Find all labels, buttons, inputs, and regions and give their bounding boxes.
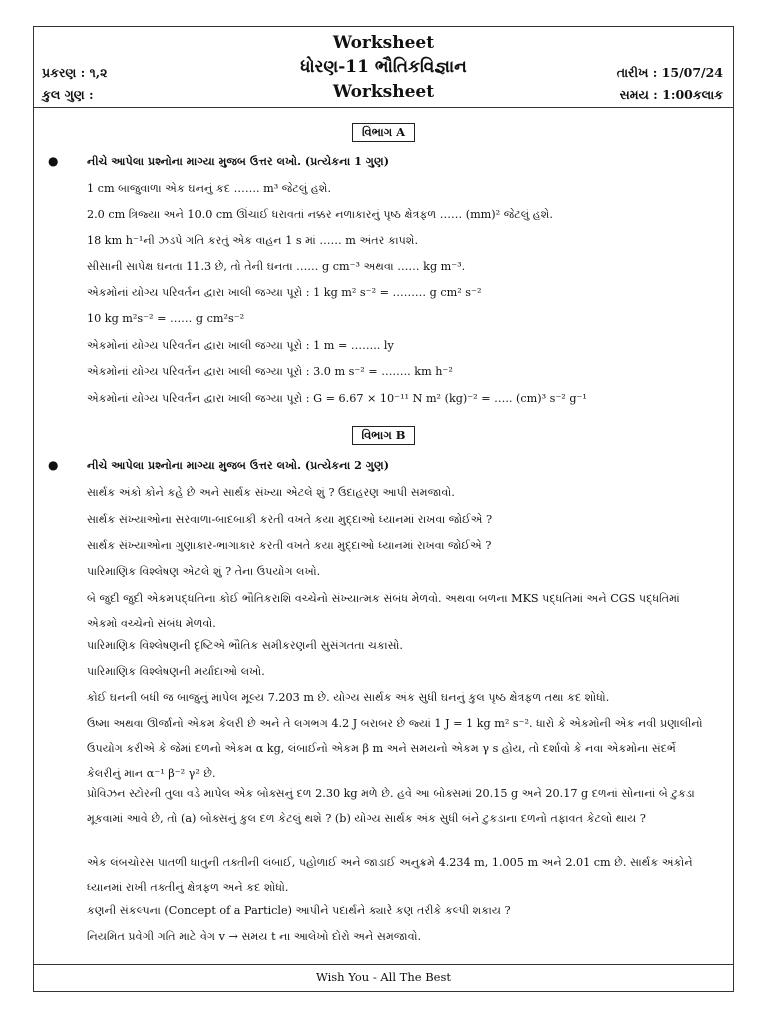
question-b7: પારિમાણિક વિશ્લેષણની મર્યાદાઓ લખો. bbox=[87, 665, 265, 678]
section-a-instruction: નીચે આપેલા પ્રશ્નોના માગ્યા મુજબ ઉત્તર લખો. (પ્રત્યેકના 1 ગુણ) bbox=[87, 154, 390, 168]
section-b-instruction: નીચે આપેલા પ્રશ્નોના માગ્યા મુજબ ઉત્તર લખો. (પ્રત્યેકના 2 ગુણ) bbox=[87, 458, 390, 472]
question-a1: 1 cm બાજુવાળા એક ઘનનું કદ ……. m³ જેટલું હશે. bbox=[87, 182, 332, 195]
section-a-label: વિભાગ A bbox=[352, 123, 415, 142]
chapter-label: પ્રકરણ : ૧,૨ bbox=[42, 65, 108, 80]
question-b10: પ્રોવિઝન સ્ટોરની તુલા વડે માપેલ એક બોક્સનું દળ 2.30 kg મળે છે. હવે આ બોક્સમાં 20.15 g અને 20.17 g દળનાં સોનાનાં બે ટુકડા મૂકવામાં આવે છે, તો (a) બોક્સનું કુલ દળ કેટલું થશે ? (b) યોગ્ય સાર્થક અંક સુધી બંને ટુકડાના દળનો તફાવત કેટલો થાય ? bbox=[87, 787, 695, 825]
question-a2: 2.0 cm ત્રિજ્યા અને 10.0 cm ઊંચાઈ ધરાવતાં નક્કર નળાકારનું પૃષ્ઠ ક્ષેત્રફળ …… (mm)² જેટલું હશે. bbox=[87, 208, 553, 221]
question-b8: કોઈ ઘનની બધી જ બાજુનું માપેલ મૂલ્ય 7.203 m છે. યોગ્ય સાર્થક અંક સુધી ઘનનું કુલ પૃષ્ઠ ક્ષેત્રફળ તથા કદ શોધો. bbox=[87, 691, 610, 704]
worksheet-header bbox=[34, 27, 733, 108]
worksheet-subtitle: Worksheet bbox=[332, 82, 435, 102]
worksheet-frame bbox=[33, 26, 734, 992]
date-label: તારીખ : 15/07/24 bbox=[616, 65, 723, 80]
question-b11: એક લંબચોરસ પાતળી ધાતુની તક્તીની લંબાઈ, પહોળાઈ અને જાડાઈ અનુક્રમે 4.234 m, 1.005 m અને 2.01 cm છે. સાર્થક અંકોને ધ્યાનમાં રાખી તક્તીનું ક્ષેત્રફળ અને કદ શોધો. bbox=[87, 856, 693, 894]
question-b3: સાર્થક સંખ્યાઓના ગુણાકાર-ભાગાકાર કરતી વખતે કયા મુદ્દાઓ ધ્યાનમાં રાખવા જોઈએ ? bbox=[87, 539, 492, 552]
class-subject-title: ધોરણ-11 ભૌતિકવિજ્ઞાન bbox=[300, 57, 467, 77]
question-a8: એકમોનાં યોગ્ય પરિવર્તન દ્વારા ખાલી જગ્યા પૂરો : 3.0 m s⁻² = …….. km h⁻² bbox=[87, 365, 453, 378]
section-b-label: વિભાગ B bbox=[352, 426, 416, 445]
total-marks-label: કુલ ગુણ : bbox=[42, 87, 94, 102]
question-a4: સીસાની સાપેક્ષ ઘનતા 11.3 છે, તો તેની ઘનતા …… g cm⁻³ અથવા …… kg m⁻³. bbox=[87, 260, 466, 273]
bullet-icon: ● bbox=[48, 458, 59, 472]
section-b-heading bbox=[34, 424, 733, 445]
footer-message: Wish You - All The Best bbox=[34, 964, 733, 991]
question-a3: 18 km h⁻¹ની ઝડપે ગતિ કરતું એક વાહન 1 s માં …… m અંતર કાપશે. bbox=[87, 234, 419, 247]
question-b1: સાર્થક અંકો કોને કહે છે અને સાર્થક સંખ્યા એટલે શું ? ઉદાહરણ આપી સમજાવો. bbox=[87, 486, 455, 499]
question-b6: પારિમાણિક વિશ્લેષણની દૃષ્ટિએ ભૌતિક સમીકરણની સુસંગતતા ચકાસો. bbox=[87, 639, 403, 652]
question-a5: એકમોનાં યોગ્ય પરિવર્તન દ્વારા ખાલી જગ્યા પૂરો : 1 kg m² s⁻² = ……… g cm² s⁻² bbox=[87, 286, 482, 299]
worksheet-title: Worksheet bbox=[332, 33, 435, 53]
question-b9: ઉષ્મા અથવા ઊર્જાનો એકમ કેલરી છે અને તે લગભગ 4.2 J બરાબર છે જ્યાં 1 J = 1 kg m² s⁻². ધારો કે એકમોની એક નવી પ્રણાલીનો ઉપયોગ કરીએ કે જેમાં દળનો એકમ α kg, લંબાઈનો એકમ β m અને સમયનો એકમ γ s હોય, તો દર્શાવો કે નવા એકમોના સંદર્ભે કેલરીનું માન α⁻¹ β⁻² γ² છે. bbox=[87, 717, 703, 780]
question-b4: પારિમાણિક વિશ્લેષણ એટલે શું ? તેના ઉપયોગ લખો. bbox=[87, 565, 321, 578]
question-a7: એકમોનાં યોગ્ય પરિવર્તન દ્વારા ખાલી જગ્યા પૂરો : 1 m = …….. ly bbox=[87, 339, 394, 352]
question-b12: કણની સંકલ્પના (Concept of a Particle) આપીને પદાર્થને ક્યારે કણ તરીકે કલ્પી શકાય ? bbox=[87, 904, 511, 917]
time-label: સમય : 1:00કલાક bbox=[619, 87, 723, 102]
bullet-icon: ● bbox=[48, 154, 59, 168]
section-a-heading bbox=[34, 121, 733, 142]
question-b2: સાર્થક સંખ્યાઓના સરવાળા-બાદબાકી કરતી વખતે કયા મુદ્દાઓ ધ્યાનમાં રાખવા જોઈએ ? bbox=[87, 513, 493, 526]
question-a9: એકમોનાં યોગ્ય પરિવર્તન દ્વારા ખાલી જગ્યા પૂરો : G = 6.67 × 10⁻¹¹ N m² (kg)⁻² = ….. (cm)³ s⁻² g⁻¹ bbox=[87, 392, 587, 405]
question-a6: 10 kg m²s⁻² = …… g cm²s⁻² bbox=[87, 312, 245, 325]
question-b5: બે જુદી જુદી એકમપદ્ધતિના કોઈ ભૌતિકરાશિ વચ્ચેનો સંખ્યાત્મક સંબંધ મેળવો. અથવા બળના MKS પદ્ધતિમાં અને CGS પદ્ધતિમાં એકમો વચ્ચેનો સંબંધ મેળવો. bbox=[87, 592, 680, 630]
question-b13: નિયમિત પ્રવેગી ગતિ માટે વેગ v → સમય t ના આલેખો દોરો અને સમજાવો. bbox=[87, 930, 422, 943]
